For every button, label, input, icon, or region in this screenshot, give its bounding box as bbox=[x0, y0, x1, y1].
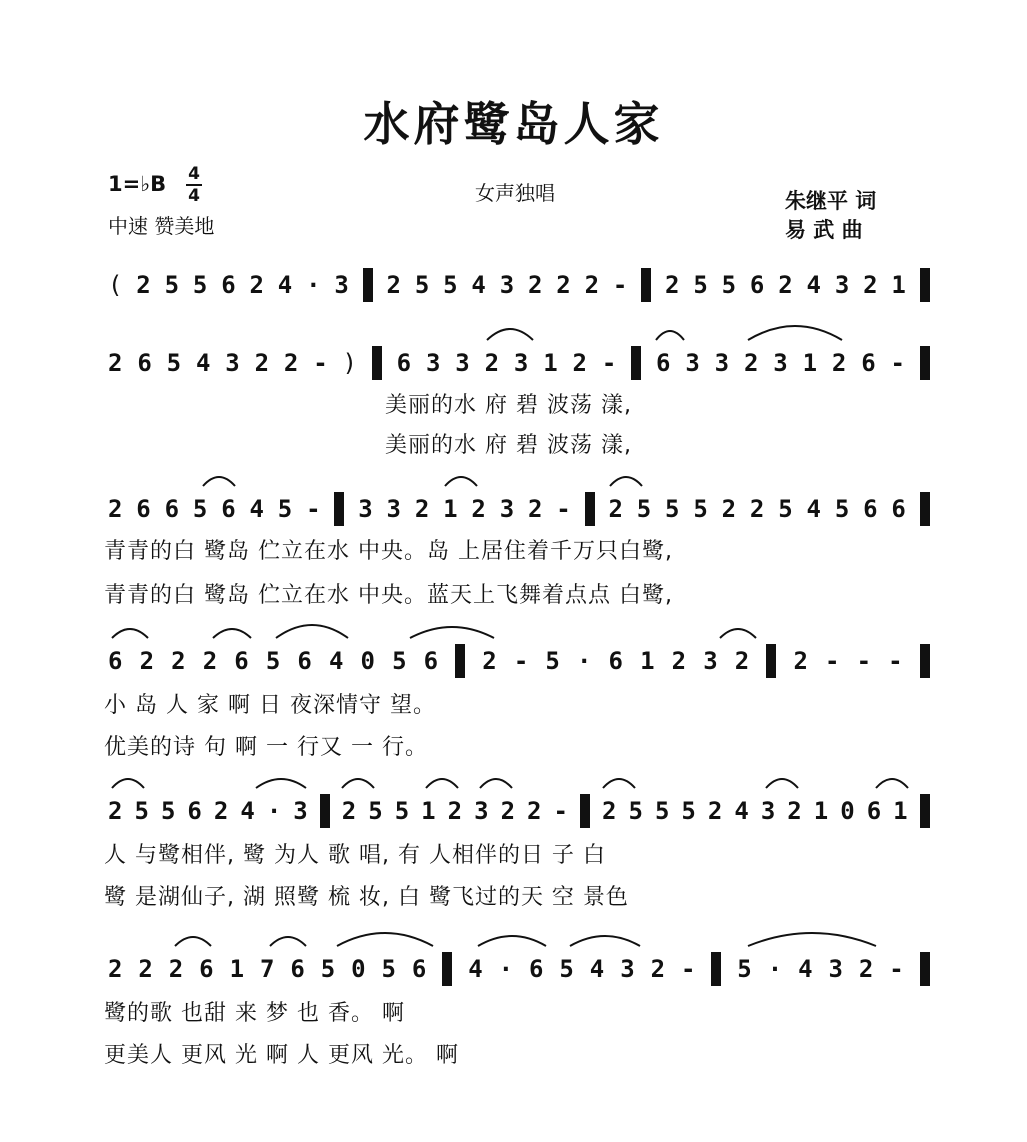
note: 3 bbox=[499, 495, 515, 523]
note-extension: - bbox=[556, 495, 571, 523]
slur bbox=[478, 936, 546, 946]
lyric-line-2b: 美丽的水 府 碧 波荡 漾, bbox=[385, 433, 632, 458]
note-extension: - bbox=[680, 955, 696, 983]
note: 6 bbox=[891, 495, 906, 523]
note: 4 bbox=[195, 349, 211, 377]
lyric-line-6a: 鹭的歌 也甜 来 梦 也 香。 啊 bbox=[104, 1001, 405, 1026]
augmentation-dot: · bbox=[266, 797, 282, 825]
note: 1 bbox=[443, 495, 458, 523]
note: 2 bbox=[138, 955, 153, 983]
note: 3 bbox=[760, 797, 776, 825]
note: 6 bbox=[199, 955, 214, 983]
note: 3 bbox=[714, 349, 730, 377]
note-extension: - bbox=[513, 647, 529, 675]
note: 4 bbox=[806, 495, 821, 523]
slur bbox=[276, 625, 348, 638]
note: 5 bbox=[265, 647, 281, 675]
note: 0 bbox=[360, 647, 375, 675]
note: 3 bbox=[225, 349, 240, 377]
note: 5 bbox=[394, 797, 410, 825]
slur bbox=[337, 933, 433, 946]
slur bbox=[342, 779, 374, 788]
lyric-line-2a: 美丽的水 府 碧 波荡 漾, bbox=[385, 393, 632, 418]
slur bbox=[610, 477, 642, 486]
note: 3 bbox=[455, 349, 470, 377]
note: 5 bbox=[545, 647, 560, 675]
note: 2 bbox=[471, 495, 486, 523]
note: 2 bbox=[482, 647, 497, 675]
note: 0 bbox=[351, 955, 366, 983]
lyric-line-5a: 人 与鹭相伴, 鹭 为人 歌 唱, 有 人相伴的日 子 白 bbox=[104, 843, 606, 868]
note: 4 bbox=[471, 271, 486, 299]
augmentation-dot: · bbox=[576, 647, 592, 675]
note: 3 bbox=[513, 349, 529, 377]
slur bbox=[487, 329, 533, 340]
note: 4 bbox=[734, 797, 749, 825]
note: 2 bbox=[136, 271, 151, 299]
note: 4 bbox=[589, 955, 605, 983]
slur bbox=[112, 629, 148, 638]
note: 2 bbox=[108, 495, 123, 523]
augmentation-dot: · bbox=[767, 955, 783, 983]
note: 5 bbox=[681, 797, 696, 825]
time-signature-bottom: 4 bbox=[188, 186, 200, 206]
note: 2 bbox=[528, 495, 543, 523]
note: 2 bbox=[749, 495, 765, 523]
note: 2 bbox=[254, 349, 270, 377]
note: 3 bbox=[620, 955, 635, 983]
note: 1 bbox=[229, 955, 245, 983]
note: 2 bbox=[341, 797, 357, 825]
note: 6 bbox=[411, 955, 427, 983]
note: 3 bbox=[425, 349, 441, 377]
note: 5 bbox=[320, 955, 336, 983]
note: 2 bbox=[447, 797, 463, 825]
note-extension: - bbox=[888, 647, 903, 675]
note: 6 bbox=[290, 955, 305, 983]
note: 2 bbox=[721, 495, 737, 523]
note: 6 bbox=[423, 647, 439, 675]
note: 2 bbox=[707, 797, 723, 825]
slur bbox=[445, 477, 477, 486]
note: 2 bbox=[787, 797, 802, 825]
note: 6 bbox=[861, 349, 876, 377]
note-extension: - bbox=[856, 647, 872, 675]
note: 4 bbox=[277, 271, 293, 299]
note: 6 bbox=[863, 495, 878, 523]
note: 5 bbox=[192, 495, 208, 523]
note: 3 bbox=[685, 349, 700, 377]
lyric-line-4b: 优美的诗 句 啊 一 行又 一 行。 bbox=[104, 735, 428, 760]
note: 2 bbox=[500, 797, 516, 825]
note: 2 bbox=[249, 271, 264, 299]
note: 3 bbox=[474, 797, 489, 825]
slur bbox=[766, 779, 798, 788]
note: 4 bbox=[328, 647, 344, 675]
slur bbox=[112, 779, 144, 788]
note: 2 bbox=[108, 797, 123, 825]
note: 6 bbox=[136, 495, 151, 523]
note: 2 bbox=[283, 349, 299, 377]
slur bbox=[426, 779, 458, 788]
note: 2 bbox=[831, 349, 847, 377]
note: 2 bbox=[671, 647, 687, 675]
note: 6 bbox=[608, 647, 623, 675]
note: 3 bbox=[334, 271, 349, 299]
time-signature-top: 4 bbox=[188, 164, 200, 184]
note-extension: - bbox=[612, 271, 628, 299]
note: 2 bbox=[528, 271, 543, 299]
note: 4 bbox=[249, 495, 264, 523]
note: 6 bbox=[749, 271, 765, 299]
lyricist-credit: 朱继平 词 bbox=[785, 189, 877, 213]
note: 7 bbox=[259, 955, 275, 983]
note: 6 bbox=[866, 797, 882, 825]
slur bbox=[175, 937, 211, 946]
note-extension: - bbox=[306, 495, 321, 523]
note: 2 bbox=[108, 349, 123, 377]
lyric-line-6b: 更美人 更风 光 啊 人 更风 光。 啊 bbox=[104, 1043, 459, 1068]
note: 1 bbox=[543, 349, 558, 377]
note: 4 bbox=[468, 955, 483, 983]
note: 4 bbox=[240, 797, 255, 825]
note: 2 bbox=[793, 647, 808, 675]
note: 2 bbox=[650, 955, 666, 983]
slur bbox=[570, 936, 640, 946]
slur bbox=[748, 326, 842, 340]
note: 2 bbox=[608, 495, 623, 523]
note: 5 bbox=[392, 647, 407, 675]
note: 2 bbox=[858, 955, 874, 983]
note: 5 bbox=[277, 495, 293, 523]
note: 4 bbox=[798, 955, 813, 983]
note: 6 bbox=[108, 647, 123, 675]
note: 6 bbox=[529, 955, 544, 983]
note: 5 bbox=[693, 495, 708, 523]
note-extension: - bbox=[553, 797, 568, 825]
lyric-line-3a: 青青的白 鹭岛 伫立在水 中央。岛 上居住着千万只白鹭, bbox=[104, 539, 673, 564]
note: 1 bbox=[813, 797, 829, 825]
note: 2 bbox=[778, 271, 793, 299]
note: 2 bbox=[171, 647, 186, 675]
note: 2 bbox=[863, 271, 878, 299]
note: 1 bbox=[802, 349, 818, 377]
slur bbox=[270, 937, 306, 946]
note: 0 bbox=[840, 797, 855, 825]
note: 6 bbox=[396, 349, 412, 377]
note: 2 bbox=[108, 955, 123, 983]
note: 3 bbox=[703, 647, 718, 675]
note: 5 bbox=[443, 271, 458, 299]
note: 6 bbox=[221, 271, 236, 299]
note: 3 bbox=[386, 495, 401, 523]
note: 6 bbox=[234, 647, 249, 675]
note: 6 bbox=[656, 349, 671, 377]
note: 2 bbox=[386, 271, 401, 299]
performance-type: 女声独唱 bbox=[475, 181, 555, 205]
slur bbox=[656, 331, 684, 340]
note: 1 bbox=[640, 647, 655, 675]
note: 2 bbox=[202, 647, 218, 675]
slur bbox=[603, 779, 635, 788]
note: 2 bbox=[139, 647, 155, 675]
note: 5 bbox=[192, 271, 208, 299]
note: 2 bbox=[484, 349, 500, 377]
note: 2 bbox=[572, 349, 587, 377]
note: 1 bbox=[893, 797, 908, 825]
note: 1 bbox=[891, 271, 906, 299]
lyric-line-3b: 青青的白 鹭岛 伫立在水 中央。蓝天上飞舞着点点 白鹭, bbox=[104, 583, 673, 608]
slur bbox=[256, 779, 306, 788]
note: 5 bbox=[414, 271, 430, 299]
note-extension: - bbox=[890, 349, 905, 377]
tempo-marking: 中速 赞美地 bbox=[108, 214, 215, 238]
note: 6 bbox=[221, 495, 236, 523]
note: 5 bbox=[559, 955, 574, 983]
note: 3 bbox=[828, 955, 843, 983]
key-signature: 1=♭B bbox=[108, 172, 167, 196]
repeat-parenthesis: ) bbox=[342, 349, 357, 377]
note: 3 bbox=[773, 349, 788, 377]
note: 6 bbox=[297, 647, 312, 675]
note: 2 bbox=[527, 797, 542, 825]
note: 5 bbox=[721, 271, 737, 299]
note-extension: - bbox=[601, 349, 617, 377]
note: 5 bbox=[160, 797, 176, 825]
note: 3 bbox=[834, 271, 850, 299]
note: 5 bbox=[834, 495, 850, 523]
note: 5 bbox=[654, 797, 670, 825]
note: 5 bbox=[636, 495, 652, 523]
note: 1 bbox=[421, 797, 436, 825]
note: 2 bbox=[665, 271, 680, 299]
note: 5 bbox=[368, 797, 383, 825]
note: 5 bbox=[134, 797, 149, 825]
lyric-line-5b: 鹭 是湖仙子, 湖 照鹭 梳 妆, 白 鹭飞过的天 空 景色 bbox=[104, 885, 629, 910]
slur bbox=[213, 629, 251, 638]
slur bbox=[748, 933, 876, 946]
note: 5 bbox=[693, 271, 708, 299]
song-title: 水府鹭岛人家 bbox=[363, 97, 664, 151]
slur bbox=[876, 779, 908, 788]
slur bbox=[410, 627, 494, 638]
note: 5 bbox=[665, 495, 680, 523]
note: 5 bbox=[628, 797, 643, 825]
note: 6 bbox=[187, 797, 202, 825]
note: 5 bbox=[778, 495, 793, 523]
note: 5 bbox=[166, 349, 182, 377]
note: 3 bbox=[499, 271, 515, 299]
note: 5 bbox=[381, 955, 396, 983]
slur bbox=[720, 629, 756, 638]
lyric-line-4a: 小 岛 人 家 啊 日 夜深情守 望。 bbox=[104, 693, 436, 718]
note: 2 bbox=[168, 955, 184, 983]
note: 2 bbox=[213, 797, 229, 825]
note: 2 bbox=[414, 495, 430, 523]
note: 6 bbox=[137, 349, 152, 377]
note: 2 bbox=[584, 271, 600, 299]
augmentation-dot: · bbox=[306, 271, 321, 299]
augmentation-dot: · bbox=[498, 955, 514, 983]
repeat-parenthesis: ( bbox=[108, 271, 123, 299]
note: 3 bbox=[358, 495, 373, 523]
note: 4 bbox=[806, 271, 821, 299]
note: 2 bbox=[556, 271, 571, 299]
note-extension: - bbox=[825, 647, 840, 675]
note-extension: - bbox=[313, 349, 328, 377]
note-extension: - bbox=[889, 955, 904, 983]
note: 5 bbox=[164, 271, 180, 299]
note: 5 bbox=[737, 955, 752, 983]
note: 2 bbox=[602, 797, 617, 825]
composer-credit: 易 武 曲 bbox=[785, 218, 863, 242]
note: 2 bbox=[743, 349, 759, 377]
slur bbox=[203, 477, 235, 486]
note: 2 bbox=[734, 647, 750, 675]
note: 3 bbox=[293, 797, 308, 825]
note: 6 bbox=[164, 495, 180, 523]
slur bbox=[480, 779, 512, 788]
